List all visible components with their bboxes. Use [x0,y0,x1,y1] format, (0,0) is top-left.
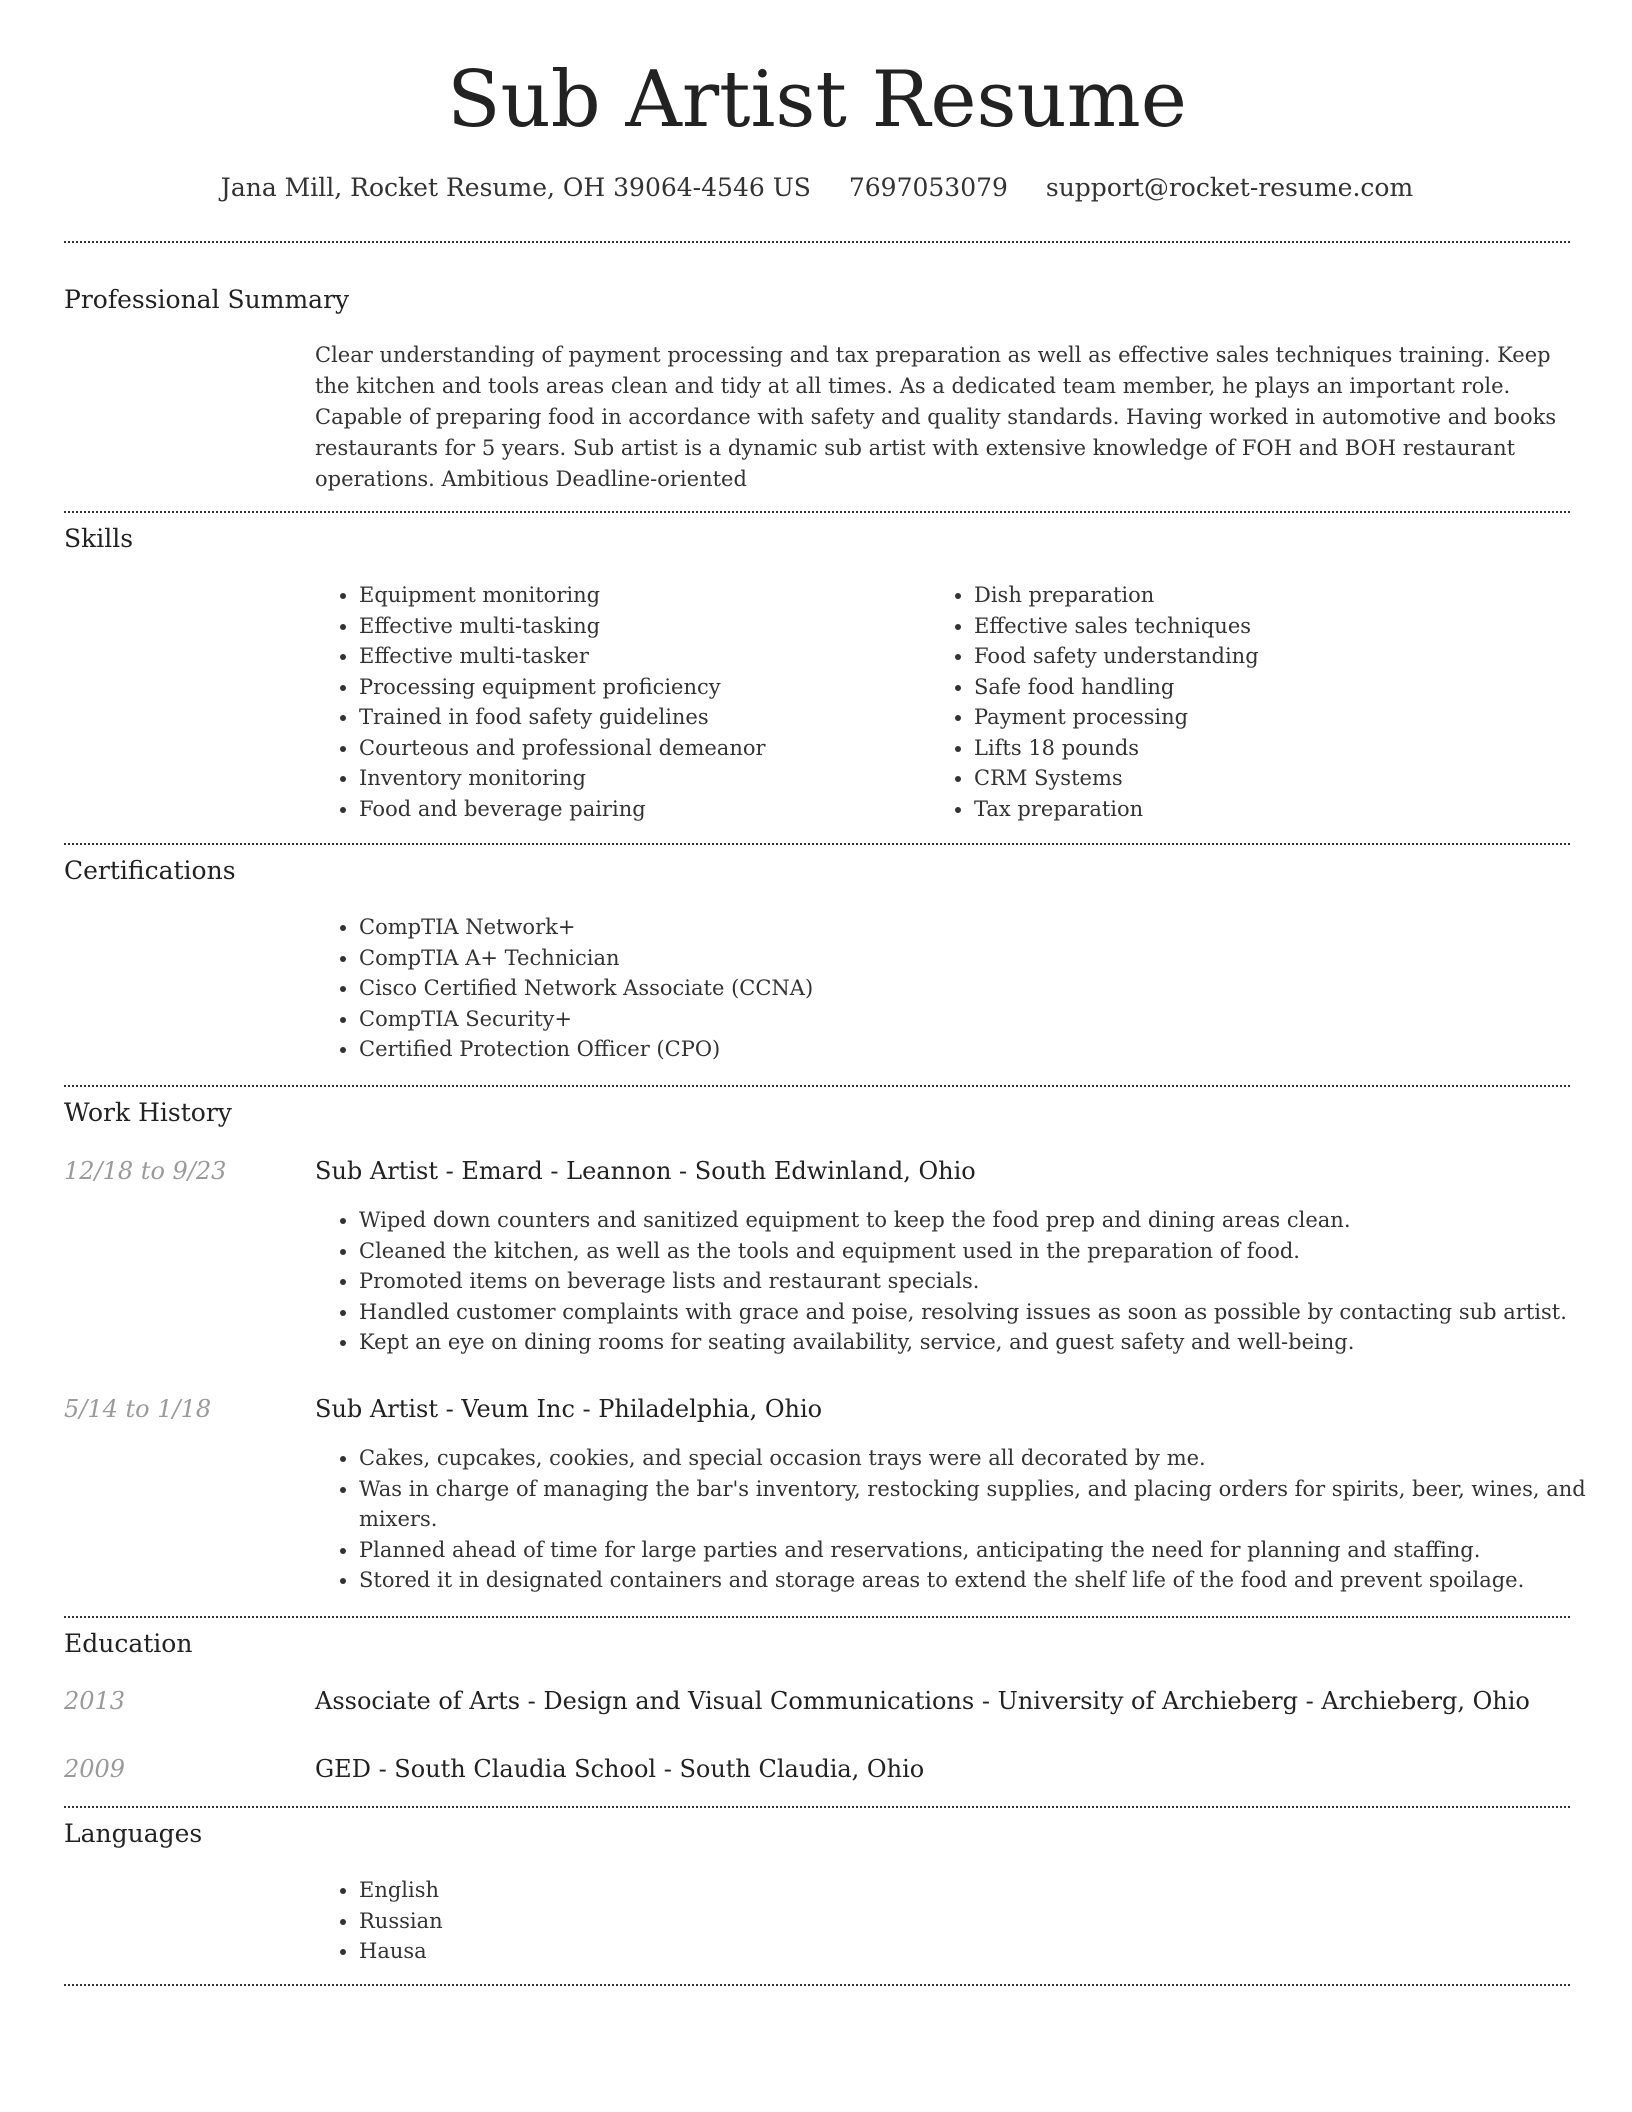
education-year: 2009 [64,1755,126,1783]
contact-email: support@rocket-resume.com [1045,173,1414,202]
skills-list-right [930,580,1574,824]
divider [64,1984,1570,1986]
list-item: • Equipment monitoring [359,580,929,611]
section-title-work-history: Work History [64,1098,232,1127]
list-item: • Hausa [359,1936,959,1967]
list-item: • CompTIA Network+ [359,912,1559,943]
list-item: • Safe food handling [974,672,1574,703]
contact-address: Jana Mill, Rocket Resume, OH 39064-4546 US [220,173,811,202]
list-item: • Handled customer complaints with grace and poise, resolving issues as soon as possible by contacting sub artist. [359,1297,1599,1328]
list-item: • Wiped down counters and sanitized equipment to keep the food prep and dining areas clean. [359,1205,1599,1236]
job-title: Sub Artist - Emard - Leannon - South Edwinland, Ohio [315,1157,976,1185]
list-item: • Effective sales techniques [974,611,1574,642]
divider [64,1616,1570,1618]
list-item: • Processing equipment proficiency [359,672,929,703]
page-title: Sub Artist Resume [447,55,1187,145]
list-item: • Cakes, cupcakes, cookies, and special occasion trays were all decorated by me. [359,1443,1599,1474]
section-title-certifications: Certifications [64,856,236,885]
list-item: • CRM Systems [974,763,1574,794]
skills-list-left [315,580,929,824]
section-title-education: Education [64,1629,193,1658]
section-title-languages: Languages [64,1819,203,1848]
divider [64,511,1570,513]
divider [64,1806,1570,1808]
list-item: • Food safety understanding [974,641,1574,672]
education-title: Associate of Arts - Design and Visual Communications - University of Archieberg - Archieberg, Ohio [315,1687,1530,1715]
divider [64,1085,1570,1087]
job-dates: 5/14 to 1/18 [64,1395,212,1423]
contact-line [64,170,1570,206]
certifications-list [315,912,1559,1065]
languages-list [315,1875,959,1967]
list-item: • Kept an eye on dining rooms for seating availability, service, and guest safety and well-being. [359,1327,1599,1358]
list-item: • Payment processing [974,702,1574,733]
list-item: • Effective multi-tasking [359,611,929,642]
list-item: • Was in charge of managing the bar's inventory, restocking supplies, and placing orders for spirits, beer, wines, and mixers. [359,1474,1599,1535]
job-dates: 12/18 to 9/23 [64,1157,227,1185]
job-title: Sub Artist - Veum Inc - Philadelphia, Ohio [315,1395,823,1423]
list-item: • Planned ahead of time for large parties and reservations, anticipating the need for planning and staffing. [359,1535,1599,1566]
section-title-skills: Skills [64,524,134,553]
list-item: • Russian [359,1906,959,1937]
education-title: GED - South Claudia School - South Claudia, Ohio [315,1755,925,1783]
list-item: • English [359,1875,959,1906]
job-bullets [315,1443,1599,1596]
section-title-summary: Professional Summary [64,285,350,314]
education-year: 2013 [64,1687,126,1715]
list-item: • Dish preparation [974,580,1574,611]
list-item: • Trained in food safety guidelines [359,702,929,733]
divider [64,241,1570,243]
summary-text: Clear understanding of payment processing and tax preparation as well as effective sales techniques training. Keep the kitchen and tools areas clean and tidy at all times. As a dedicated team member, he plays an important role. Capable of preparing food in accordance with safety and quality standards. Having worked in automotive and books restaurants for 5 years. Sub artist is a dynamic sub artist with extensive knowledge of FOH and BOH restaurant operations. Ambitious Deadline-oriented [315,343,1557,491]
divider [64,843,1570,845]
list-item: • Lifts 18 pounds [974,733,1574,764]
list-item: • Cleaned the kitchen, as well as the tools and equipment used in the preparation of food. [359,1236,1599,1267]
list-item: • Stored it in designated containers and storage areas to extend the shelf life of the food and prevent spoilage. [359,1565,1599,1596]
list-item: • Food and beverage pairing [359,794,929,825]
list-item: • CompTIA Security+ [359,1004,1559,1035]
list-item: • Tax preparation [974,794,1574,825]
list-item: • Inventory monitoring [359,763,929,794]
list-item: • Effective multi-tasker [359,641,929,672]
contact-phone: 7697053079 [848,173,1008,202]
list-item: • CompTIA A+ Technician [359,943,1559,974]
list-item: • Certified Protection Officer (CPO) [359,1034,1559,1065]
job-bullets [315,1205,1599,1358]
list-item: • Courteous and professional demeanor [359,733,929,764]
list-item: • Promoted items on beverage lists and restaurant specials. [359,1266,1599,1297]
list-item: • Cisco Certified Network Associate (CCNA) [359,973,1559,1004]
